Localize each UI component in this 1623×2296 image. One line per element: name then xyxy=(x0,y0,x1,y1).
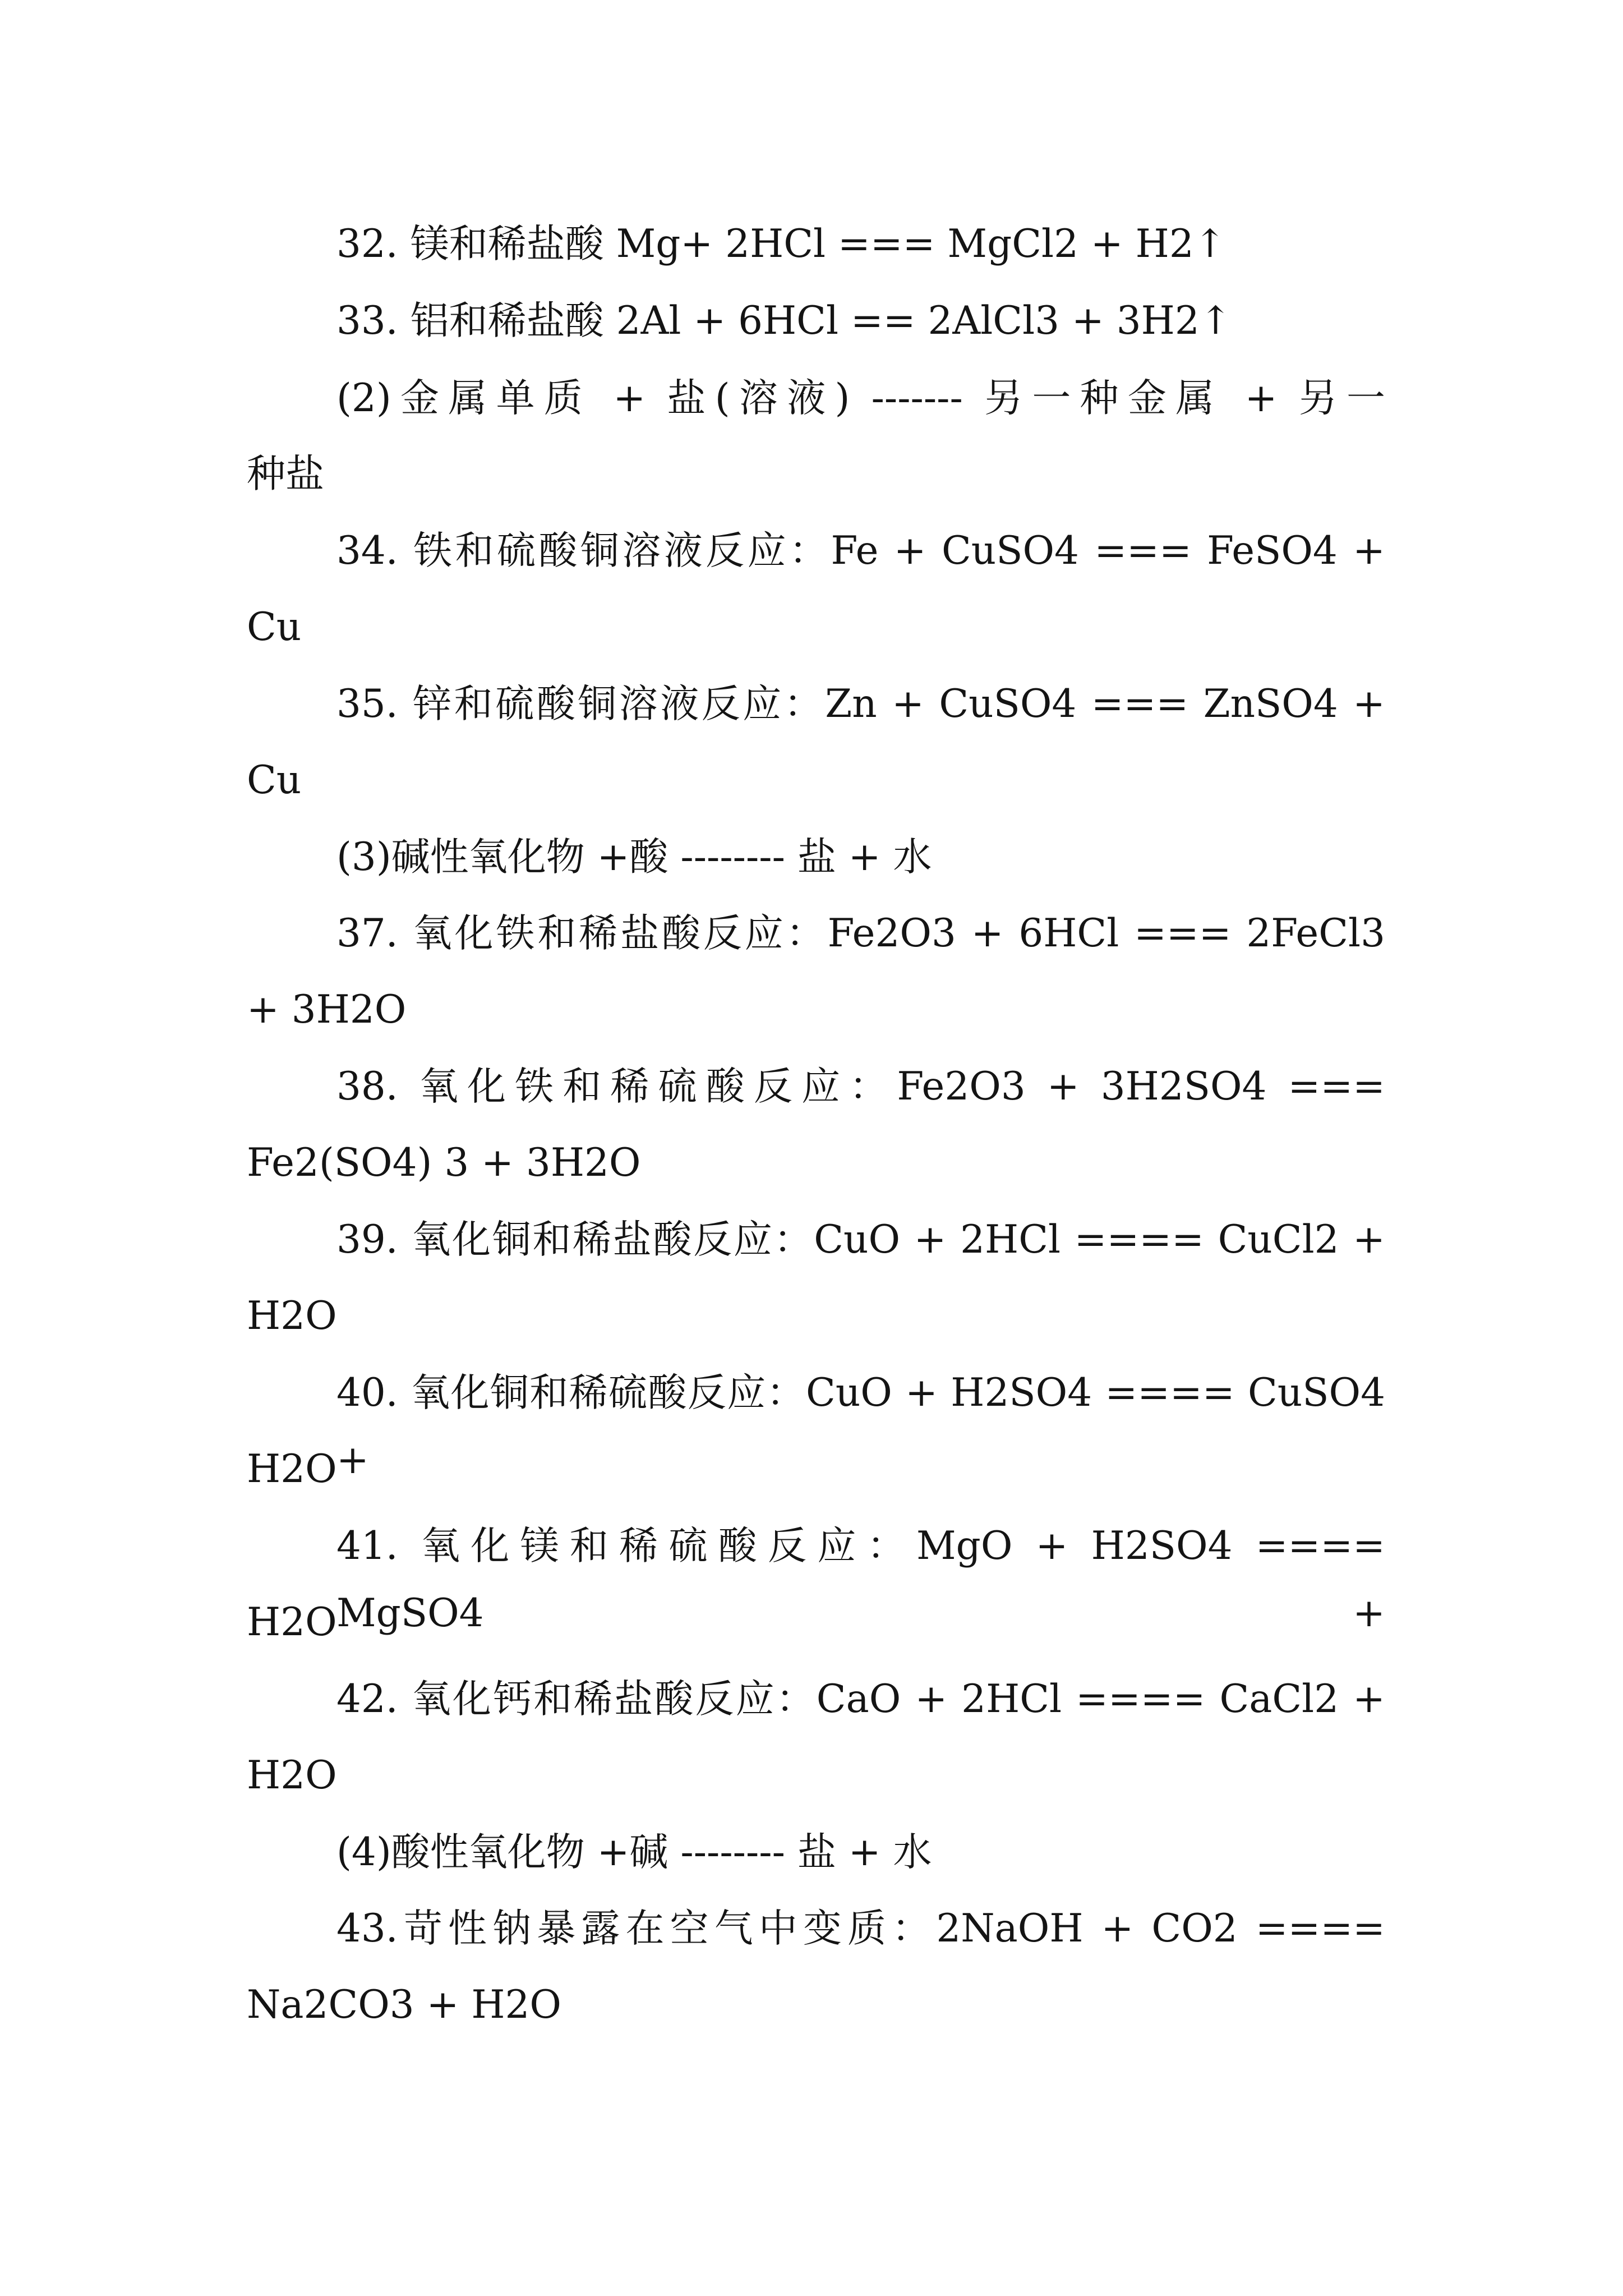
text-line-39-continuation: H2O xyxy=(247,1294,337,1338)
text-line-35-continuation: Cu xyxy=(247,758,302,803)
text-line-38: 38. 氧化铁和稀硫酸反应：Fe2O3 + 3H2SO4 === xyxy=(336,1064,1385,1109)
text-line-42: 42. 氧化钙和稀盐酸反应：CaO + 2HCl ==== CaCl2 + xyxy=(336,1677,1385,1722)
text-line-43-continuation: Na2CO3 + H2O xyxy=(247,1982,561,2027)
text-line-40-continuation: H2O xyxy=(247,1447,337,1492)
text-line-35: 35. 锌和硫酸铜溶液反应：Zn + CuSO4 === ZnSO4 + xyxy=(336,682,1385,726)
section-heading-2-continuation: 种盐 xyxy=(247,452,324,496)
text-line-38-continuation: Fe2(SO4) 3 + 3H2O xyxy=(247,1140,641,1185)
text-line-43: 43.苛性钠暴露在空气中变质：2NaOH + CO2 ==== xyxy=(336,1906,1385,1951)
text-line-37-continuation: + 3H2O xyxy=(247,987,407,1032)
text-line-41: 41. 氧化镁和稀硫酸反应：MgO + H2SO4 ==== MgSO4 + xyxy=(336,1524,1385,1636)
section-heading-4: (4)酸性氧化物 +碱 -------- 盐 + 水 xyxy=(336,1830,932,1875)
text-line-34: 34. 铁和硫酸铜溶液反应：Fe + CuSO4 === FeSO4 + xyxy=(336,528,1385,573)
text-line-32: 32. 镁和稀盐酸 Mg+ 2HCl === MgCl2 + H2↑ xyxy=(336,222,1227,266)
text-line-40: 40. 氧化铜和稀硫酸反应：CuO + H2SO4 ==== CuSO4 + xyxy=(336,1370,1385,1483)
section-heading-2: (2)金属单质 + 盐(溶液) ------- 另一种金属 + 另一 xyxy=(336,376,1385,421)
text-line-37: 37. 氧化铁和稀盐酸反应：Fe2O3 + 6HCl === 2FeCl3 xyxy=(336,911,1385,956)
text-line-34-continuation: Cu xyxy=(247,605,302,650)
section-heading-3: (3)碱性氧化物 +酸 -------- 盐 + 水 xyxy=(336,835,932,880)
text-line-39: 39. 氧化铜和稀盐酸反应：CuO + 2HCl ==== CuCl2 + xyxy=(336,1217,1385,1262)
text-line-41-continuation: H2O xyxy=(247,1600,337,1645)
text-line-42-continuation: H2O xyxy=(247,1753,337,1798)
text-line-33: 33. 铝和稀盐酸 2Al + 6HCl == 2AlCl3 + 3H2↑ xyxy=(336,298,1232,343)
